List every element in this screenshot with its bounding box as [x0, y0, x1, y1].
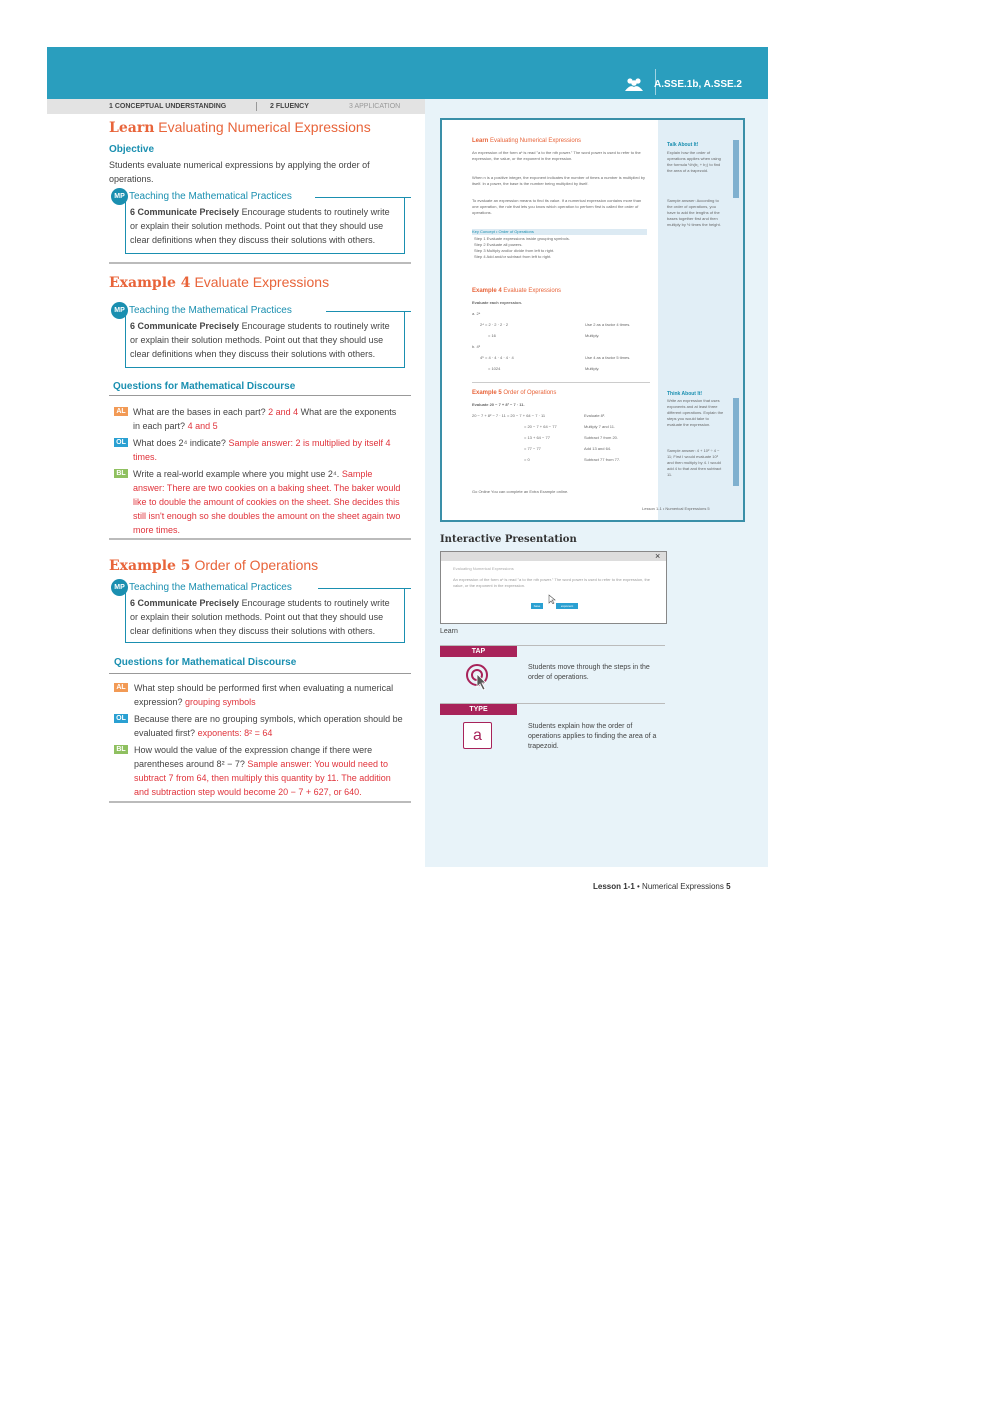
question-item: [134, 712, 406, 740]
preview-ex4-heading: [472, 288, 561, 294]
mp-badge: MP: [111, 579, 128, 596]
screen-caption: Learn: [440, 628, 458, 635]
question-item: [134, 681, 406, 709]
preview-think-answer: Sample answer: 4 + 10² ÷ 4 − 11; First I would evaluate 10² and then multiply by 4. I would add 4 to that and then subtract 11.: [667, 448, 722, 477]
tap-text: Students move through the steps in the order of operations.: [528, 664, 650, 681]
preview-think-text: Write an expression that uses exponents and at least three different operations. Explain the steps you would take to evaluate the expression.: [667, 398, 724, 427]
footer-title: • Numerical Expressions: [634, 882, 727, 891]
close-icon[interactable]: ×: [655, 551, 661, 561]
preview-ex5-title: Order of Operations: [503, 390, 557, 396]
mp-text: [130, 596, 400, 638]
question-text: What step should be performed first when evaluating a numerical expression?: [134, 683, 394, 707]
preview-learn-heading: [472, 138, 581, 144]
preview-work-line: 20 − 7 + 8² − 7 · 11 = 20 − 7 + 64 − 7 · 11: [472, 413, 546, 418]
preview-ex4-b-work: [480, 355, 514, 372]
learn-title: Evaluating Numerical Expressions: [158, 119, 371, 135]
preview-talk-text: Explain how the order of operations applies when using the formula ½h(b₁ + b₂) to find the area of a trapezoid.: [667, 150, 721, 173]
preview-talk-title: Talk About It!: [667, 142, 699, 148]
question-text: What are the exponents in each part?: [133, 407, 397, 431]
preview-scroll-marker: [733, 140, 739, 198]
tab-conceptual: 1 CONCEPTUAL UNDERSTANDING: [109, 103, 227, 110]
preview-key-concept: Key Concept • Order of Operations: [472, 229, 647, 235]
question-text: Write a real-world example where you might use 2⁴.: [133, 469, 340, 479]
mp-text-body: Encourage students to routinely write or explain their solution methods. Point out that they should use clear definitions when they discuss their solutions with others.: [130, 207, 390, 245]
section-rule: [109, 538, 411, 540]
group-icon: [625, 77, 643, 91]
answer-text: 2 and 4: [268, 407, 299, 417]
preview-ex4-instr: Evaluate each expression.: [472, 300, 523, 305]
preview-work-line: 2⁴ = 2 · 2 · 2 · 2: [480, 322, 509, 327]
tab-fluency: 2 FLUENCY: [270, 103, 309, 110]
preview-ex4-a-notes: [585, 322, 630, 339]
preview-work-line: = 0: [524, 457, 530, 462]
mp-text-body: Encourage students to routinely write or explain their solution methods. Point out that they should use clear definitions when they discuss their solutions with others.: [130, 598, 390, 636]
preview-work-line: = 77 − 77: [524, 446, 541, 451]
preview-note: Evaluate 8².: [584, 413, 606, 418]
preview-ex5-notes: [584, 413, 620, 463]
screen-text: An expression of the form aⁿ is read "a to the nth power." The word power is used to refer to the expression, the value, or the exponent in the expression.: [453, 577, 650, 588]
mp-text-body: Encourage students to routinely write or explain their solution methods. Point out that they should use clear definitions when they discuss their solutions with others.: [130, 321, 390, 359]
preview-ex4-a: a. 2⁴: [472, 311, 481, 316]
answer-text: grouping symbols: [185, 697, 256, 707]
type-icon: a: [463, 722, 492, 749]
student-page-preview: [440, 118, 745, 522]
mp-text-bold: 6 Communicate Precisely: [130, 207, 240, 217]
question-text: Because there are no grouping symbols, which operation should be evaluated first?: [134, 714, 403, 738]
preview-ex4-a-work: [480, 322, 508, 339]
preview-note: Use 4 as a factor 5 times.: [585, 355, 631, 360]
screen-titlebar: [441, 552, 666, 561]
preview-intro2: When n is a positive integer, the exponent indicates the number of times a number is multiplied by itself. In a power, the base is the number being multiplied by itself.: [472, 175, 645, 186]
question-item: [133, 405, 405, 433]
preview-ex5-label: Example 5: [472, 390, 502, 396]
question-item: [134, 743, 406, 799]
preview-scroll-marker: [733, 398, 739, 486]
tap-label: TAP: [440, 646, 517, 657]
preview-step: Step 2 Evaluate all powers.: [474, 242, 523, 247]
questions-title: Questions for Mathematical Discourse: [114, 657, 297, 668]
preview-ex5-work: [472, 413, 557, 463]
question-text: What are the bases in each part?: [133, 407, 266, 417]
preview-intro3: To evaluate an expression means to find its value. If a numerical expression contains more than one operation, the rule that lets you know which operation to perform first is called the order of operations.: [472, 198, 642, 215]
page-number: 5: [726, 882, 731, 891]
preview-intro: An expression of the form aⁿ is read "a to the nth power." The word power is used to refer to the expression, the value, or the exponent in the expression.: [472, 150, 641, 161]
tap-icon: [465, 663, 493, 691]
preview-ex4-b-notes: [585, 355, 630, 372]
mp-title: Teaching the Mathematical Practices: [129, 305, 292, 316]
preview-learn-label: Learn: [472, 138, 489, 144]
screen-title: Evaluating Numerical Expressions: [453, 566, 514, 571]
learn-label: Learn: [109, 120, 155, 136]
preview-work-line: = 1024: [488, 366, 501, 371]
exponent-button[interactable]: exponent: [556, 603, 578, 609]
level-badge-al: AL: [114, 683, 128, 692]
base-button[interactable]: base: [531, 603, 543, 609]
mp-text-bold: 6 Communicate Precisely: [130, 321, 240, 331]
mp-badge: MP: [111, 302, 128, 319]
level-badge-ol: OL: [114, 714, 128, 723]
interactive-presentation-title: Interactive Presentation: [440, 534, 577, 545]
mp-text: [130, 319, 400, 361]
standards-label: A.SSE.1b, A.SSE.2: [654, 79, 742, 90]
mp-title: Teaching the Mathematical Practices: [129, 191, 292, 202]
preview-think-title: Think About It!: [667, 391, 703, 397]
example4-title: Evaluate Expressions: [194, 274, 330, 290]
preview-ex4-label: Example 4: [472, 288, 502, 294]
questions-title: Questions for Mathematical Discourse: [113, 381, 296, 392]
cursor-icon: [547, 594, 557, 604]
pacing-tabs: [47, 99, 425, 114]
mp-text-bold: 6 Communicate Precisely: [130, 598, 240, 608]
preview-ex4-b: b. 4⁵: [472, 344, 481, 349]
preview-ex5-instr: Evaluate 20 − 7 + 8² − 7 · 11.: [472, 402, 525, 407]
question-item: [133, 436, 393, 464]
example5-title: Order of Operations: [194, 557, 319, 573]
example5-heading: [109, 557, 318, 574]
preview-note: Subtract 7 from 20.: [584, 435, 619, 440]
preview-note: Multiply.: [585, 366, 600, 371]
mp-badge: MP: [111, 188, 128, 205]
objective-title: Objective: [109, 144, 155, 155]
answer-text: Sample answer: There are two cookies on a baking sheet. The baker would like to double the amount of cookies on the sheet. She decides this still isn't enough so she doubles the amount on the sheet again two more times.: [133, 469, 401, 535]
preview-work-line: 4⁵ = 4 · 4 · 4 · 4 · 4: [480, 355, 514, 360]
page-footer: [593, 882, 731, 891]
header-bar: [47, 47, 768, 99]
preview-work-line: = 16: [488, 333, 496, 338]
preview-note: Add 13 and 64.: [584, 446, 612, 451]
preview-work-line: = 13 + 64 − 77: [524, 435, 550, 440]
learn-heading: [109, 119, 371, 136]
mp-title: Teaching the Mathematical Practices: [129, 582, 292, 593]
question-text: How would the value of the expression change if there were parentheses around 8² − 7?: [134, 745, 373, 769]
preview-note: Multiply 7 and 11.: [584, 424, 616, 429]
preview-ex4-title: Evaluate Expressions: [503, 288, 562, 294]
example4-label: Example 4: [109, 275, 191, 291]
preview-rule: [472, 382, 650, 383]
answer-text: Sample answer: 2 is multiplied by itself 4 times.: [133, 438, 391, 462]
question-text: What does 2⁴ indicate?: [133, 438, 226, 448]
questions-rule: [109, 395, 411, 396]
preview-step: Step 1 Evaluate expressions inside grouping symbols.: [474, 236, 570, 241]
preview-learn-title: Evaluating Numerical Expressions: [490, 138, 582, 144]
tab-separator: [256, 102, 257, 111]
level-badge-bl: BL: [114, 745, 128, 754]
preview-go-online: Go Online You can complete an Extra Example online.: [472, 489, 569, 494]
preview-note: Multiply.: [585, 333, 600, 338]
section-rule: [109, 262, 411, 264]
preview-talk-answer: Sample answer: According to the order of operations, you have to add the lengths of the bases together first and then multiply by ½ times the height.: [667, 198, 721, 227]
tab-application: 3 APPLICATION: [349, 103, 401, 110]
mp-text: [130, 205, 400, 247]
preview-steps: [474, 236, 644, 260]
presentation-screen[interactable]: [440, 551, 667, 624]
footer-lesson: Lesson 1-1: [593, 882, 635, 891]
answer-text: exponents: 8² = 64: [197, 728, 273, 738]
example5-label: Example 5: [109, 558, 191, 574]
answer-text: 4 and 5: [187, 421, 218, 431]
type-text: Students explain how the order of operations applies to finding the area of a trapezoid.: [528, 723, 657, 750]
question-item: [133, 467, 401, 537]
preview-note: Use 2 as a factor 4 times.: [585, 322, 631, 327]
preview-step: Step 4 Add and/or subtract from left to right.: [474, 254, 552, 259]
type-label: TYPE: [440, 704, 517, 715]
preview-work-line: = 20 − 7 + 64 − 77: [524, 424, 557, 429]
preview-step: Step 3 Multiply and/or divide from left to right.: [474, 248, 555, 253]
level-badge-ol: OL: [114, 438, 128, 447]
level-badge-al: AL: [114, 407, 128, 416]
preview-footer: Lesson 1-1 • Numerical Expressions 5: [642, 506, 710, 511]
objective-text: Students evaluate numerical expressions by applying the order of operations.: [109, 160, 370, 184]
level-badge-bl: BL: [114, 469, 128, 478]
preview-ex5-heading: [472, 390, 556, 396]
example4-heading: [109, 274, 329, 291]
questions-rule: [109, 673, 411, 674]
section-rule: [109, 801, 411, 803]
answer-text: Sample answer: You would need to subtract 7 from 64, then multiply this quantity by 11. The addition and subtraction step would become 20 − 7 + 627, or 640.: [134, 759, 391, 797]
preview-note: Subtract 77 from 77.: [584, 457, 621, 462]
